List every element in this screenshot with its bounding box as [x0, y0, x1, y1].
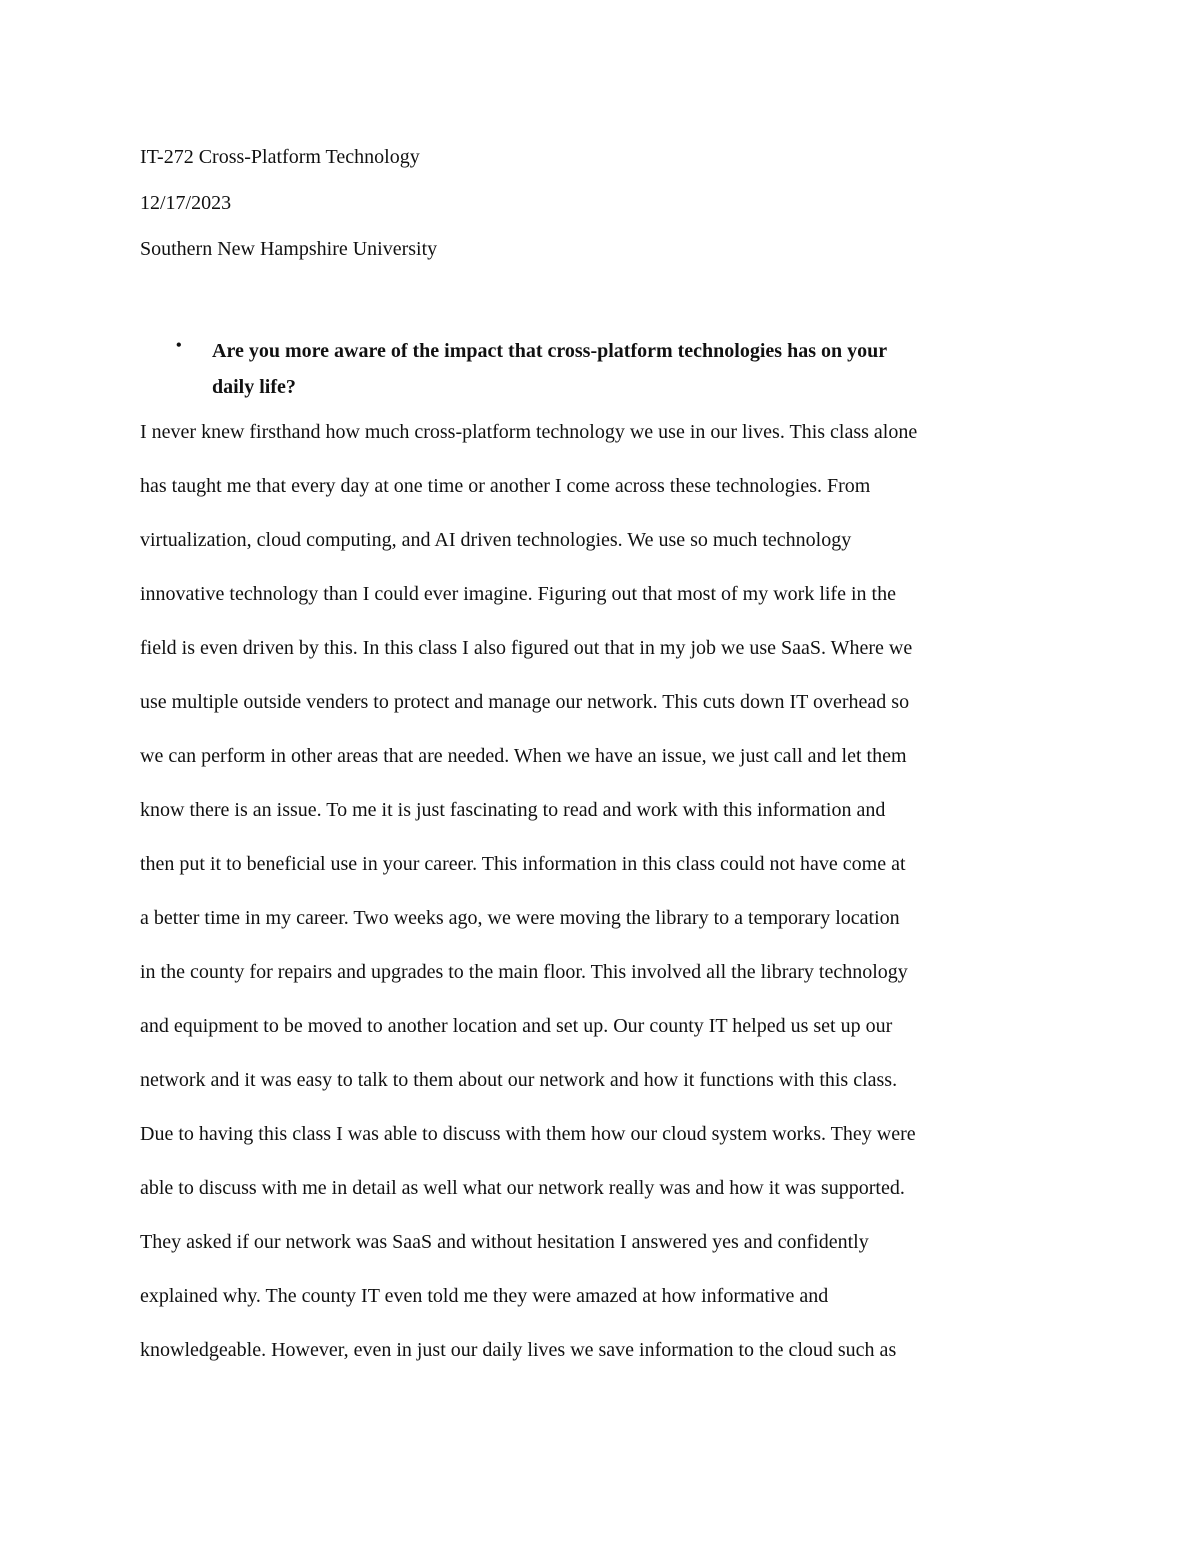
paragraph-line: I never knew firsthand how much cross-platform technology we use in our lives. This class alone — [140, 421, 918, 443]
school-name: Southern New Hampshire University — [140, 238, 438, 260]
question-line-2: daily life? — [212, 376, 296, 398]
bullet-icon: • — [176, 337, 182, 354]
question-bullet-item — [140, 333, 1060, 405]
paragraph-line: in the county for repairs and upgrades to the main floor. This involved all the library technology — [140, 961, 908, 983]
paragraph-line: and equipment to be moved to another location and set up. Our county IT helped us set up our — [140, 1015, 893, 1037]
paragraph-line: explained why. The county IT even told me they were amazed at how informative and — [140, 1285, 829, 1307]
question-line-1: Are you more aware of the impact that cross-platform technologies has on your — [212, 340, 888, 362]
paragraph-line: then put it to beneficial use in your career. This information in this class could not have come at — [140, 853, 906, 875]
answer-paragraph — [140, 405, 1060, 1377]
paragraph-line: They asked if our network was SaaS and without hesitation I answered yes and confidently — [140, 1231, 869, 1253]
paragraph-line: innovative technology than I could ever imagine. Figuring out that most of my work life in the — [140, 583, 896, 605]
paragraph-line: network and it was easy to talk to them about our network and how it functions with this class. — [140, 1069, 898, 1091]
paragraph-line: field is even driven by this. In this class I also figured out that in my job we use SaaS. Where we — [140, 637, 913, 659]
paragraph-line: know there is an issue. To me it is just fascinating to read and work with this information and — [140, 799, 886, 821]
paragraph-line: use multiple outside venders to protect and manage our network. This cuts down IT overhead so — [140, 691, 910, 713]
document-date: 12/17/2023 — [140, 192, 232, 214]
paragraph-line: able to discuss with me in detail as well what our network really was and how it was supported. — [140, 1177, 905, 1199]
paragraph-line: virtualization, cloud computing, and AI driven technologies. We use so much technology — [140, 529, 852, 551]
paragraph-line: has taught me that every day at one time or another I come across these technologies. From — [140, 475, 871, 497]
paragraph-line: Due to having this class I was able to discuss with them how our cloud system works. They were — [140, 1123, 916, 1145]
course-title: IT-272 Cross-Platform Technology — [140, 146, 420, 168]
paragraph-line: knowledgeable. However, even in just our daily lives we save information to the cloud such as — [140, 1339, 897, 1361]
paragraph-line: we can perform in other areas that are needed. When we have an issue, we just call and let them — [140, 745, 907, 767]
paragraph-line: a better time in my career. Two weeks ago, we were moving the library to a temporary location — [140, 907, 900, 929]
